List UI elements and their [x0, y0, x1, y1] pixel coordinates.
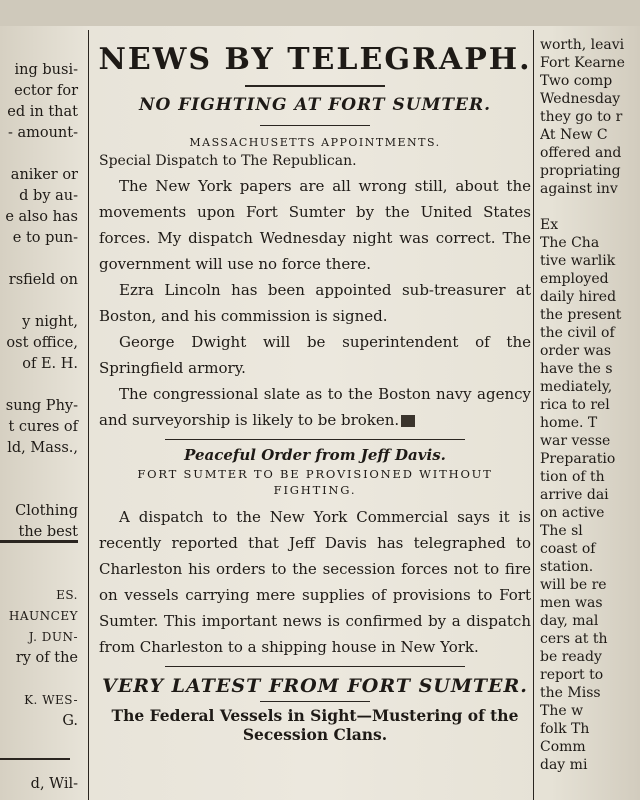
- left-column-line: [0, 144, 84, 165]
- left-column-line: ector for: [14, 83, 78, 99]
- left-column-line: ost office,: [6, 335, 78, 351]
- column-rule-left: [88, 30, 89, 800]
- left-column-line: G.: [62, 713, 78, 729]
- paragraph-navy-agency: [99, 381, 531, 433]
- left-column-line: ry of the: [15, 650, 78, 666]
- right-column-line: worth, leavi: [540, 37, 625, 53]
- section-title-very-latest: VERY LATEST FROM FORT SUMTER.: [102, 675, 528, 697]
- left-column-line: ld, Mass.,: [7, 440, 78, 456]
- right-column-line: Comm: [540, 739, 586, 755]
- left-column-line: [0, 375, 84, 396]
- paragraph-jeff-davis-order: A dispatch to the New York Commercial says it is recently reported that Jeff Davis has telegraphed to Charleston his orders to the secession forces not to fire on vessels carrying mere supplies of provisions to Fort Sumter. This important news is confirmed by a dispatch from Charleston to a shipping house in New York.: [99, 508, 531, 656]
- left-column-line: J. DUN-: [28, 630, 78, 644]
- left-column-line: the best: [18, 524, 78, 540]
- right-column-line: [540, 198, 640, 216]
- headline-rule: [245, 85, 385, 87]
- left-column-line: HAUNCEY: [8, 609, 78, 623]
- right-column-line: on active: [540, 505, 605, 521]
- dispatch-dateline: Special Dispatch to The Republican.: [99, 153, 357, 169]
- left-column-line: ed in that: [7, 104, 78, 120]
- right-column-line: daily hired: [540, 289, 617, 305]
- left-column-line: d, Wil-: [30, 776, 78, 792]
- right-column-line: propriating: [540, 163, 621, 179]
- left-column-divider-2: [0, 758, 70, 760]
- section-subtitle-federal-vessels: The Federal Vessels in Sight—Mustering of the Secession Clans.: [111, 706, 519, 744]
- left-column-line: e to pun-: [12, 230, 78, 246]
- right-column-line: tive warlik: [540, 253, 616, 269]
- section-title-appointments: MASSACHUSETTS APPOINTMENTS.: [189, 136, 441, 149]
- section-title-jeff-davis: Peaceful Order from Jeff Davis.: [184, 446, 446, 464]
- left-column: [0, 60, 84, 800]
- right-column-line: day mi: [540, 757, 588, 773]
- right-column-line: At New C: [540, 127, 608, 143]
- right-column-line: the Miss: [540, 685, 601, 701]
- left-column-line: [0, 669, 84, 690]
- section-subtitle-provisioned: FORT SUMTER TO BE PROVISIONED WITHOUT FIGHTING.: [137, 467, 493, 497]
- right-column-line: will be re: [540, 577, 607, 593]
- left-column-line: [0, 249, 84, 270]
- ornament-icon: [401, 415, 415, 427]
- right-column-line: employed: [540, 271, 609, 287]
- right-column-line: Two comp: [540, 73, 613, 89]
- left-column-line: - amount-: [7, 125, 78, 141]
- right-column-line: folk Th: [540, 721, 590, 737]
- right-column-line: Preparatio: [540, 451, 616, 467]
- left-column-line: [0, 564, 84, 585]
- left-column-line: sung Phy-: [5, 398, 78, 414]
- left-column-line: [0, 459, 84, 480]
- left-column-line: [0, 480, 84, 501]
- right-column-line: tion of th: [540, 469, 605, 485]
- right-column-line: mediately,: [540, 379, 613, 395]
- right-column-line: Wednesday: [540, 91, 621, 107]
- left-column-line: rsfield on: [8, 272, 78, 288]
- left-column-line: e also has: [5, 209, 78, 225]
- right-column: [540, 36, 640, 800]
- section-divider-2: [165, 666, 465, 667]
- section-divider: [165, 439, 465, 440]
- right-column-line: they go to r: [540, 109, 623, 125]
- right-column-line: The sl: [540, 523, 583, 539]
- right-column-line: order was: [540, 343, 612, 359]
- left-column-line: [0, 732, 84, 753]
- right-column-line: offered and: [540, 145, 622, 161]
- right-column-line: Fort Kearne: [540, 55, 625, 71]
- left-column-line: [0, 753, 84, 774]
- right-column-line: report to: [540, 667, 604, 683]
- right-column-line: The w: [540, 703, 584, 719]
- paragraph-sub-treasurer: Ezra Lincoln has been appointed sub-treasurer at Boston, and his commission is signed.: [99, 281, 531, 325]
- left-column-line: Clothing: [15, 503, 78, 519]
- right-column-line: station.: [540, 559, 594, 575]
- left-column-line: ES.: [56, 588, 78, 602]
- section3-rule: [260, 701, 370, 702]
- left-column-line: t cures of: [8, 419, 78, 435]
- left-column-line: aniker or: [10, 167, 78, 183]
- right-column-line: The Cha: [540, 235, 600, 251]
- subheadline: NO FIGHTING AT FORT SUMTER.: [138, 95, 492, 115]
- left-column-line: of E. H.: [22, 356, 78, 372]
- left-column-line: d by au-: [19, 188, 78, 204]
- right-column-line: home. T: [540, 415, 598, 431]
- right-column-line: rica to rel: [540, 397, 610, 413]
- right-column-line: the present: [540, 307, 622, 323]
- right-column-line: be ready: [540, 649, 602, 665]
- headline: NEWS BY TELEGRAPH.: [98, 42, 532, 77]
- page-top-edge: [0, 0, 640, 26]
- right-column-line: cers at th: [540, 631, 608, 647]
- right-column-line: war vesse: [540, 433, 611, 449]
- right-column-line: have the s: [540, 361, 613, 377]
- right-column-line: the civil of: [540, 325, 615, 341]
- left-column-line: y night,: [22, 314, 78, 330]
- right-column-line: day, mal: [540, 613, 599, 629]
- left-column-line: [0, 543, 84, 564]
- right-column-line: men was: [540, 595, 603, 611]
- right-column-line: Ex: [540, 217, 559, 233]
- subheadline-rule: [260, 125, 370, 126]
- paragraph-armory: George Dwight will be superintendent of the Springfield armory.: [99, 333, 531, 377]
- left-column-line: K. WES-: [24, 693, 78, 707]
- paragraph-navy-agency-text: The congressional slate as to the Boston navy agency and surveyorship is likely to be broken.: [99, 385, 531, 429]
- right-column-line: arrive dai: [540, 487, 609, 503]
- right-column-line: coast of: [540, 541, 596, 557]
- right-column-line: against inv: [540, 181, 618, 197]
- main-column: [95, 30, 535, 800]
- left-column-divider-1: [0, 540, 78, 543]
- paragraph-fort-sumter-movements: The New York papers are all wrong still, about the movements upon Fort Sumter by the United States forces. My dispatch Wednesday night was correct. The government will use no force there.: [99, 177, 531, 273]
- left-column-line: ing busi-: [14, 62, 78, 78]
- left-column-line: [0, 291, 84, 312]
